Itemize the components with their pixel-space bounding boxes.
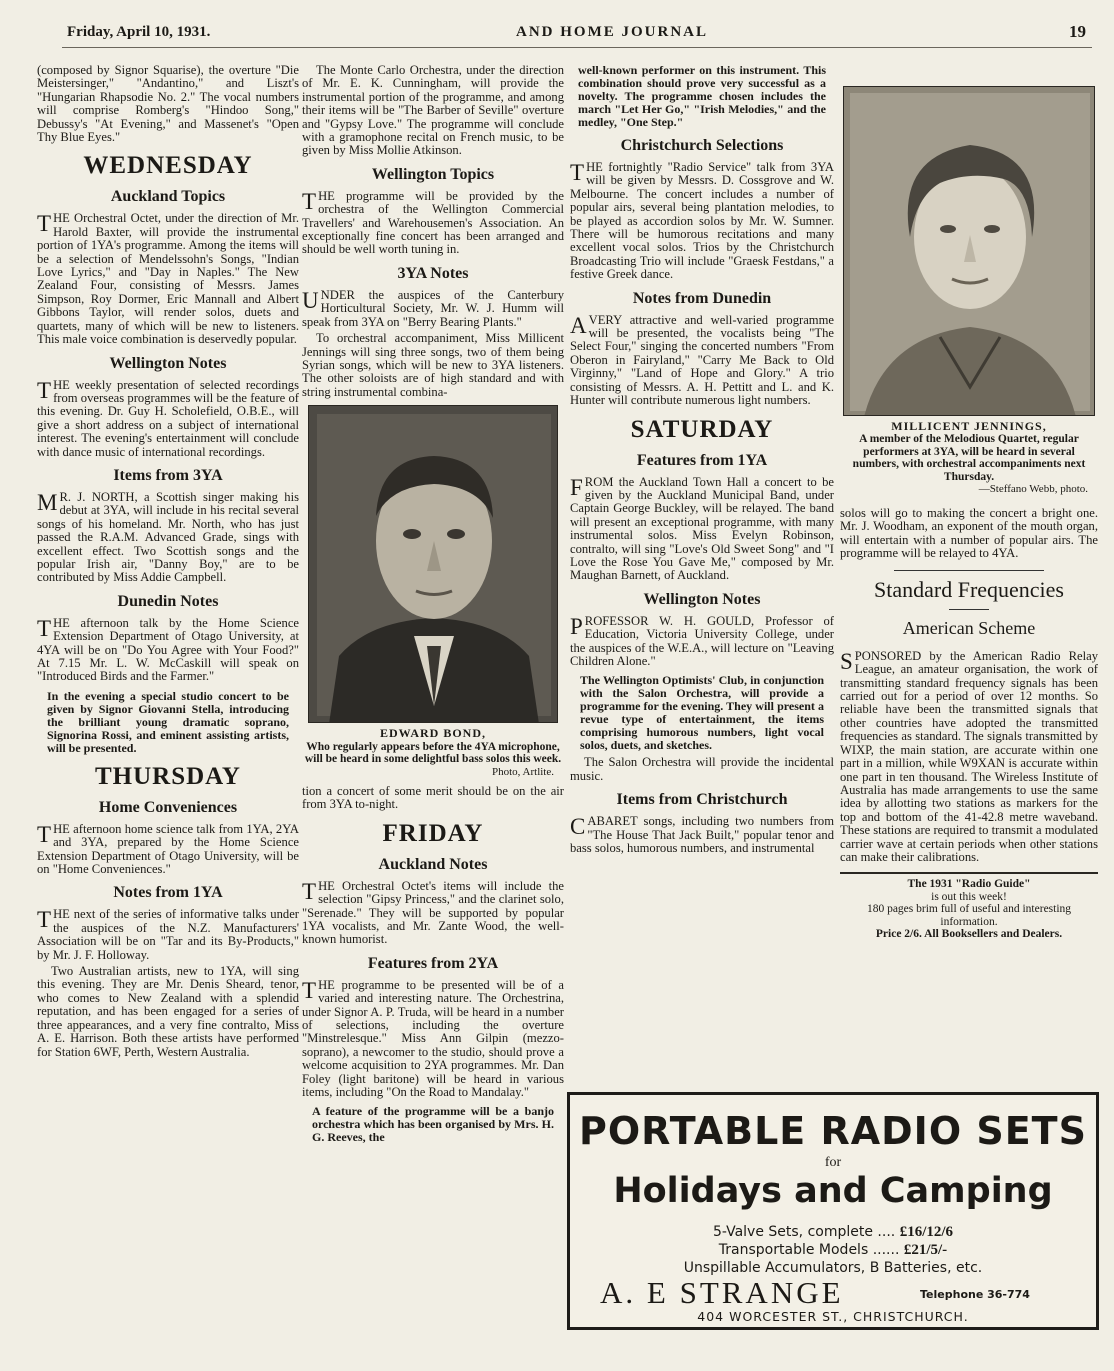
radio-guide-price: Price 2/6. All Booksellers and Dealers. <box>875 928 1063 941</box>
heading-standard-frequencies: Standard Frequencies <box>874 577 1064 603</box>
article-items-3ya: MR. J. NORTH, a Scottish singer making his debut at 3YA, will include in his recital several songs of his homeland. Mr. North, who has just passed the R.A.M. Advanced Grade, sings with excellent effect. Two Scottish songs and the popular Irish air, "Danny Boy," are to be contributed by Miss Addie Campbell. <box>37 489 299 585</box>
ad-headline: PORTABLE RADIO SETS <box>579 1109 1087 1153</box>
caption-credit-millicent-jennings: —Steffano Webb, photo. <box>978 483 1088 496</box>
heading-features-1ya: Features from 1YA <box>636 451 768 469</box>
page-number: 19 <box>1069 22 1086 41</box>
article-3ya-cont: tion a concert of some merit should be on the air from 3YA to-night. <box>302 783 564 812</box>
heading-wednesday: WEDNESDAY <box>83 152 253 180</box>
ad-item-5valve: 5-Valve Sets, complete .... <box>712 1224 900 1240</box>
ad-subheadline: Holidays and Camping <box>613 1171 1053 1211</box>
article-items-christchurch: CABARET songs, including two numbers from "The House That Jack Built," popular tenor and bass solos, humorous numbers, and instrumental <box>570 814 834 855</box>
column-4 <box>840 86 1098 941</box>
heading-auckland-topics: Auckland Topics <box>110 188 226 206</box>
article-salon-orchestra: The Salon Orchestra will provide the incidental music. <box>570 755 834 783</box>
column-2 <box>302 64 564 1148</box>
heading-saturday: SATURDAY <box>630 415 774 443</box>
divider-rule <box>894 570 1044 571</box>
col1-intro: (composed by Signor Squarise), the overture "Die Meistersinger," "Andantino," and Liszt's "Hungarian Rhapsodie No. 2." The vocal numbers will comprise Romberg's "Hindoo Song," Debussy's "At Evening," and Massenet's "Open Thy Blue Eyes." <box>37 63 299 145</box>
article-auckland-topics: THE Orchestral Octet, under the direction of Mr. Harold Baxter, will provide the instrumental portion of 1YA's programme. Among the items will be a selection of Mendelssohn's Songs, "Indian Love Lyrics," and "Day in Naples." The New Zealand Four, consisting of Messrs. James Simpson, Roy Dormer, Eric Mannall and Albert Gibbons Taylor, will render solos, duets and quartets, many of which will be new to listeners. This male voice combination is deservedly popular. <box>37 211 299 347</box>
article-christchurch-selections: THE fortnightly "Radio Service" talk from 3YA will be given by Messrs. D. Cossgrove and W. Melbourne. The concert includes a number of popular airs, several being plantation melodies, to be played as accordion solos by Mr. W. Sumner. There will be humorous recitations and many excellent vocal solos. Trios by the Christchurch Broadcasting Trio will include "Graesk Festdans," a festive Greek dance. <box>570 160 834 282</box>
heading-wellington-notes-sat: Wellington Notes <box>643 590 761 608</box>
heading-friday: FRIDAY <box>382 819 484 847</box>
caption-name-millicent-jennings: MILLICENT JENNINGS, <box>891 419 1047 433</box>
divider-short <box>949 609 989 610</box>
ad-for: for <box>824 1155 842 1170</box>
heading-wellington-topics: Wellington Topics <box>371 165 495 183</box>
ad-price-row-2 <box>570 1241 1096 1259</box>
ad-telephone: Telephone 36-774 <box>920 1288 1030 1301</box>
heading-american-scheme: American Scheme <box>902 618 1036 639</box>
article-monte-carlo: The Monte Carlo Orchestra, under the direction of Mr. E. K. Cunningham, will provide the instrumental portion of the programme, and among their items will be "The Barber of Seville" overture and "Gypsy Love." The programme will conclude with a gramophone recital on French music, to be given by Miss Mollie Atkinson. <box>302 63 564 158</box>
journal-title: AND HOME JOURNAL <box>516 24 708 40</box>
caption-desc-edward-bond: Who regularly appears before the 4YA microphone, will be heard in some delightful bass solos this week. <box>304 740 562 766</box>
article-home-conveniences: THE afternoon home science talk from 1YA, 2YA and 3YA, prepared by the Home Science Extension Department of Otago University, will be on "Home Conveniences." <box>37 821 299 877</box>
ad-price-list <box>570 1223 1096 1277</box>
caption-desc-millicent-jennings: A member of the Melodious Quartet, regular performers at 3YA, will be heard in several numbers, with orchestral accompaniments next Thursday. <box>852 433 1086 483</box>
article-notes-1ya: THE next of the series of informative talks under the auspices of the N.Z. Manufacturers' Association will be on "Tar and its By-Products," by Mr. J. F. Holloway. <box>37 907 299 962</box>
radio-guide-line3: 180 pages brim full of useful and interesting information. <box>866 903 1072 928</box>
article-wellington-notes: THE weekly presentation of selected recordings from overseas programmes will be the feature of this evening. Dr. Guy H. Scholefield, O.B.E., will give a short address on a subject of international interest. The evening's entertainment will conclude with dance music of international recordings. <box>37 377 299 459</box>
ad-price-5valve: £16/12/6 <box>899 1224 954 1240</box>
heading-notes-1ya: Notes from 1YA <box>113 884 223 902</box>
heading-features-2ya: Features from 2YA <box>367 954 499 972</box>
column-1 <box>37 64 299 1062</box>
ad-address: 404 WORCESTER ST., CHRISTCHURCH. <box>697 1309 969 1324</box>
article-3ya-notes: UNDER the auspices of the Canterbury Horticultural Society, Mr. W. J. Humm will speak from 3YA on "Berry Bearing Plants." <box>302 287 564 329</box>
ad-price-transportable: £21/5/- <box>903 1242 948 1258</box>
heading-items-christchurch: Items from Christchurch <box>616 791 788 809</box>
running-head <box>62 22 1092 48</box>
radio-guide-line2: is out this week! <box>931 890 1007 903</box>
portrait-woman-image <box>844 87 1095 416</box>
ad-company-name: A. E STRANGE <box>600 1275 844 1310</box>
article-dunedin-notes: THE afternoon talk by the Home Science Extension Department of Otago University, at 4YA will be on "Do You Agree with Your Food?" At 7.15 Mr. L. W. McCaskill will speak on "Introduced Birds and the Farmer." <box>37 615 299 684</box>
article-standard-frequencies: SPONSORED by the American Radio Relay League, an amateur organisation, the work of transmitting standard frequency signals has been carried out for a period of over 12 months. So reliable have been the transmitted signals that other countries have adopted the transmitted frequencies as standard. The signals transmitted by WIXP, the main station, are accurate within one part in a million, while W9XAN is accurate within one part in ten thousand. The Wireless Institute of Australia has made arrangements to use the same idea by allotting two stations as markers for the top and bottom of the 41-42.8 metre waveband. These stations are required to transmit a modulated carrier wave at certain periods when other stations can make their calibrations. <box>840 648 1098 864</box>
column-3 <box>570 64 834 858</box>
article-solos-cont: solos will go to making the concert a bright one. Mr. J. Woodham, an exponent of the mouth organ, will entertain with a number of popular airs. The programme will be relayed to 4YA. <box>840 505 1098 561</box>
heading-auckland-notes: Auckland Notes <box>378 855 488 873</box>
bold-note-banjo-cont: well-known performer on this instrument. This combination should prove very successful as a novelty. The programme chosen includes the march "Let Her Go," "Irish Melodies," and the medley, "One Step." <box>578 63 826 129</box>
heading-dunedin-notes: Dunedin Notes <box>117 592 219 610</box>
radio-guide-title: The 1931 "Radio Guide" <box>907 878 1031 891</box>
portrait-man-image <box>309 406 558 723</box>
article-wellington-topics: THE programme will be provided by the orchestra of the Wellington Commercial Travellers' and Warehousemen's Association. An exceptionally fine concert has been arranged and should be well worth tuning in. <box>302 188 564 257</box>
ad-price-row-1 <box>570 1223 1096 1241</box>
heading-items-3ya: Items from 3YA <box>113 466 223 484</box>
article-notes-1ya-2: Two Australian artists, new to 1YA, will sing this evening. They are Mr. Denis Sheard, tenor, who comes to New Zealand with a splendid reputation, and has been engaged for a series of three appearances, and a very fine contralto, Miss A. E. Harrison. Both these artists have performed for Station 6WF, Perth, Western Australia. <box>37 964 299 1059</box>
article-auckland-notes: THE Orchestral Octet's items will include the selection "Gipsy Princess," and the clarinet solo, "Serenade." They will be supported by popular 1YA vocalists, and Mr. Zante Wood, the well-known humorist. <box>302 878 564 947</box>
article-wellington-notes-sat: PROFESSOR W. H. GOULD, Professor of Education, Victoria University College, under the auspices of the W.E.A., will lecture on "Leaving Children Alone." <box>570 613 834 668</box>
radio-guide-notice <box>840 872 1098 941</box>
photo-millicent-jennings <box>843 86 1095 416</box>
article-notes-dunedin: AVERY attractive and well-varied programme will be presented, the vocalists being "The Select Four," singing the concerted numbers "From Oberon in Fairyland," "Carry Me Back to Old Virginny," "Land of Hope and Glory." A trio consisting of Messrs. A. H. Pettitt and L. and K. Hunter will contribute numerous light numbers. <box>570 312 834 408</box>
advertisement-portable-radio <box>567 1092 1099 1330</box>
caption-credit-edward-bond: Photo, Artlite. <box>491 765 554 778</box>
bold-note-optimists: The Wellington Optimists' Club, in conjunction with the Salon Orchestra, will provide a programme for the evening. They will present a revue type of entertainment, the items comprising humorous numbers, light vocal solos, duets, and sketches. <box>580 673 824 753</box>
heading-christchurch-selections: Christchurch Selections <box>620 137 784 154</box>
photo-edward-bond <box>308 405 558 723</box>
heading-notes-dunedin: Notes from Dunedin <box>632 289 772 307</box>
heading-home-conveniences: Home Conveniences <box>98 798 238 816</box>
article-features-1ya: FROM the Auckland Town Hall a concert to be given by the Auckland Municipal Band, under Captain George Buckley, will be relayed. The band will present an exceptional programme, with many instrumental solos. Miss Evelyn Robinson, contralto, will sing "Love's Old Sweet Song" and "I Love the Rose You Gave Me," composed by Mr. Maughan Barnett, of Auckland. <box>570 474 834 583</box>
bold-note-banjo: A feature of the programme will be a banjo orchestra which has been organised by Mrs. H. G. Reeves, the <box>312 1104 554 1145</box>
article-features-2ya: THE programme to be presented will be of a varied and interesting nature. The Orchestrina, under Signor A. P. Truda, will be heard in a number of selections, including the overture "Minstrelesque." Miss Ann Gilpin (mezzo-soprano), a newcomer to the studio, should prove a welcome acquisition to 2YA programmes. Mr. Dan Foley (light baritone) will be heard in various items, including "On the Road to Mandalay." <box>302 977 564 1100</box>
heading-wellington-notes: Wellington Notes <box>109 354 227 372</box>
ad-item-transportable: Transportable Models ...... <box>718 1242 904 1258</box>
ad-accessories: Unspillable Accumulators, B Batteries, etc. <box>683 1260 983 1276</box>
heading-3ya-notes: 3YA Notes <box>397 264 469 282</box>
article-3ya-notes-2: To orchestral accompaniment, Miss Millicent Jennings will sing three songs, two of them being Syrian songs, which will be new to 3YA listeners. The other soloists are of high standard and with string instrumental combina- <box>302 331 564 399</box>
caption-name-edward-bond: EDWARD BOND, <box>379 726 486 741</box>
heading-thursday: THURSDAY <box>94 762 241 790</box>
issue-date: Friday, April 10, 1931. <box>67 24 211 40</box>
bold-note-dunedin: In the evening a special studio concert to be given by Signor Giovanni Stella, introducing the brilliant young dramatic soprano, Signorina Rossi, and eminent assisting artists, will be presented. <box>47 688 289 755</box>
